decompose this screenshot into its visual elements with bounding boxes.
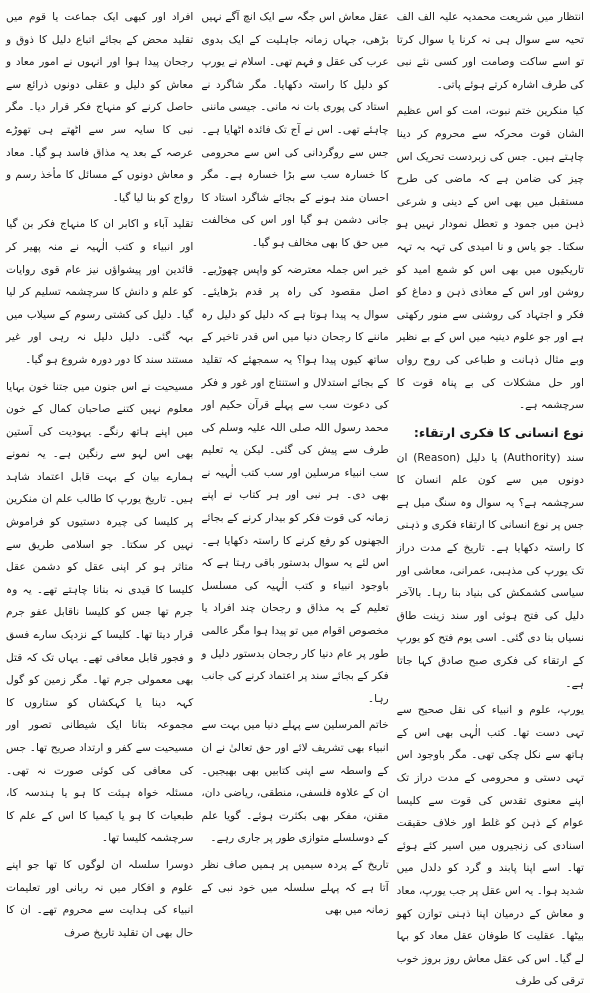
article-paragraph: کیا منکرین ختم نبوت، امت کو اس عظیم الشان قوت محرکہ سے محروم کر دینا چاہتے ہیں۔ جس کی زبردست تحریک اس چیز کی ضامن ہے کہ ماضی کی طرح مستقبل میں بھی اس کے دینی و شرعی ذہن میں جمود و تعطل نمودار نہیں ہو سکتا۔ جو یاس و نا امیدی کی تہہ بہ تہہ تاریکیوں میں بھی اس کو شمع امید کو روشن اور اس کے معاذی ذہن و دماغ کو فکر و اجتہاد کی روشنی سے منور رکھتی ہے اور جو علوم دینیہ میں اس کے بے نظیر وبے مثال ذہانت و طباعی کی روح رواں اور حل مشکلات کی بے پناہ قوت کا سرچشمہ ہے۔: [396, 105, 584, 412]
article-paragraph: انتظار میں شریعت محمدیہ علیہ الف الف تحیہ سے سوال ہی نہ کرنا یا سوال کرتا تو اسے ساکت وصامت اور کسی نئے نبی کی طرف اشارہ کرتے ہوئے پاتی۔: [396, 11, 584, 91]
article-paragraph: خیر اس جملہ معترضہ کو واپس چھوڑیے۔ اصل مقصود کی راہ پر قدم بڑھایئے۔ سوال یہ پیدا ہوتا ہے کہ دلیل کو دلیل رہ ماننے کا رجحان دنیا میں اس قدر تاخیر کے ساتھ کیوں پیدا ہوا؟ یہ سمجھئے کہ تقلید کے بجائے استدلال و استنتاج اور غور و فکر کی دعوت سب سے پہلے قرآن حکیم اور محمد رسول اللہ صلی اللہ علیہ وسلم کی طرف سے پیش کی گئی۔ لیکن یہ تعلیم سب انبیاء مرسلین اور سب کتب الٰہیہ نے بھی دی۔ ہر نبی اور ہر کتاب نے اپنے زمانہ کی قوت فکر کو بیدار کرنے کے بجائے الجھنوں کو رفع کرنے کا راستہ دکھایا ہے۔ اس لئے یہ سوال بدستور باقی رہتا ہے کہ باوجود انبیاء و کتب الٰہیہ کی مسلسل تعلیم کے یہ مذاق و رجحان چند افراد یا مخصوص اقوام میں تو پیدا ہوا مگر عالمی طور پر عام دنیا کار رجحان بدستور دلیل و فکر کے بجائے سند پر اعتماد کرنے کی جانب رہا۔: [201, 263, 389, 705]
column-right: [396, 6, 584, 988]
article-paragraph: دوسرا سلسلہ ان لوگوں کا تھا جو اپنے علوم و افکار میں نہ ربانی اور تعلیمات انبیاء کی ہدایت سے محروم تھے۔ ان کا حال بھی ان تقلید تاریخ صرف: [6, 858, 194, 939]
article-paragraph: افراد اور کبھی ایک جماعت یا قوم میں تقلید محض کے بجائے اتباع دلیل کا ذوق و رجحان پیدا ہوا اور انہوں نے امور معاد و معاش کو دلیل و عقلی دونوں ذرائع سے حاصل کرنے کو منہاج فکر قرار دیا۔ مگر نبی کا سایہ سر سے اٹھتے ہی تھوڑے عرصہ کے بعد یہ مذاق فاسد ہو گیا۔ معاد و معاش دونوں کے مسائل کا مأخذ رسم و رواج کو بنا لیا گیا۔: [6, 11, 194, 204]
section-heading: نوع انسانی کا فکری ارتقاء:: [413, 424, 584, 440]
article-paragraph: یورپ، علوم و انبیاء کی نقل صحیح سے تہی دست تھا۔ کتب الٰہی بھی اس کے ہاتھ سے نکل چکی تھی۔ مگر باوجود اس تہی دستی و محرومی کے مدت دراز تک اپنے معنوی تقدس کی قوت سے کلیسا عوام کے ذہن کو غلط اور خلاف حقیقت اسنادی کی زنجیروں میں اسیر کئے ہوئے تھا۔ اسے اپنا پابند و گرد کو دلدل میں شدید ہوا۔ یہ اس عقل پر جب یورپ، معاد و معاش کے درمیان اپنا ذہنی توازن کھو بیٹھا۔ عقلیت کا طوفان عقل معاد کو بہا لے گیا۔ اس کی عقل معاش روز بروز خوب ترقی کی طرف: [396, 704, 584, 988]
article-paragraph: تقلید آباء و اکابر ان کا منہاج فکر بن گیا اور انبیاء و کتب الٰہیہ نے منہ پھیر کر قائدین اور پیشواؤں نیز عام قوی روایات کو علم و دانش کا سرچشمہ تسلیم کر لیا گیا۔ دلیل کی کشتی رسوم کے سیلاب میں بہہ گئی۔ دلیل دلیل نہ رہی اور غیر مستند سند کا دور دورہ شروع ہو گیا۔: [6, 218, 194, 366]
article-paragraph: سند (Authority) یا دلیل (Reason) ان دونوں میں سے کون علم انسان کا سرچشمہ ہے؟ یہ سوال وہ سنگ میل ہے جس پر نوع انسانی کا ارتقاء فکری و ذہنی کا راستہ دکھایا ہے۔ تاریخ کے مدت دراز تک یورپ کی مذہبی، عمرانی، معاشی اور سیاسی کشمکش کی بنیاد بنا رہا۔ بالآخر دلیل کی فتح ہوئی اور سند زینت طاق نسیاں بنا دی گئی۔ اسی یوم فتح کو یورپ کے ارتقاء کی فکری صبح صادق کہا جاتا ہے۔: [396, 451, 584, 690]
article-paragraph: تاریخ کے پردہ سیمیں پر ہمیں صاف نظر آتا ہے کہ پہلے سلسلہ میں خود نبی کے زمانہ میں بھی: [201, 858, 389, 917]
article-paragraph: عقل معاش اس جگہ سے ایک انچ آگے نہیں بڑھی، جہاں زمانہ جاہلیت کے ایک بدوی عرب کی عقل و فہم تھی۔ اسلام نے یورپ کو دلیل کا راستہ دکھایا۔ مگر شاگرد نے استاد کی پوری بات نہ مانی۔ جیسی ماننی چاہئے تھی۔ اس نے آج تک فائدہ اٹھایا ہے۔ جس سے روگردانی کی اس سے محرومی کا خسارہ سب سے بڑا خسارہ ہے۔ مگر احسان مند ہونے کے بجائے شاگرد استاد کا جانی دشمن ہو گیا اور اس کی مخالفت میں حق کا بھی مخالف ہو گیا۔: [201, 11, 389, 249]
article-paragraph: مسیحیت نے اس جنون میں جتنا خون بہایا معلوم نہیں کتنے صاحبان کمال کے خون میں اپنے ہاتھ رنگے۔ یہودیت کی آستین بھی اس لہو سے رنگین ہے۔ یہ نمونے ہمارے بیان کے بہت قابل اعتماد شاہد ہیں۔ تاریخ یورپ کا طالب علم ان منکرین پر کلیسا کی چیرہ دستیوں کو فراموش نہیں کر سکتا۔ جو اسلامی طریق سے متاثر ہو کر اپنی عقل کو دشمن عقل کلیسا کا قیدی نہ بنانا چاہتے تھے۔ یہ وہ جرم تھا جس کو کلیسا ناقابل عفو جرم قرار دیتا تھا۔ کلیسا کے نزدیک سارے فسق و فجور قابل معافی تھے۔ یہاں تک کہ قتل بھی معمولی جرم تھا۔ مگر زمین کو گول کہہ دینا یا کہکشاں کو ستاروں کا مجموعہ بتانا ایک شیطانی تصور اور مسیحیت سے کفر و ارتداد صریح تھا۔ جس کی معافی کی کوئی صورت نہ تھی۔ مسئلہ خواہ ہیئت کا ہو یا ہندسہ کا، طبعیات کا ہو یا کیمیا کا اس کے علم کا سرچشمہ کلیسا تھا۔: [6, 380, 194, 845]
column-left: [6, 6, 194, 939]
article-paragraph: خاتم المرسلین سے پہلے دنیا میں بہت سے انبیاء بھی تشریف لائے اور حق تعالیٰ نے ان کے واسطہ سے اپنی کتابیں بھی بھیجیں۔ ان کے علاوہ فلسفی، منطقی، ریاضی دان، مقنن، مفکر بھی بکثرت ہوئے۔ گویا علم کے دوسلسلے متوازی طور پر جاری رہے۔: [201, 719, 389, 845]
column-middle: [201, 6, 389, 917]
